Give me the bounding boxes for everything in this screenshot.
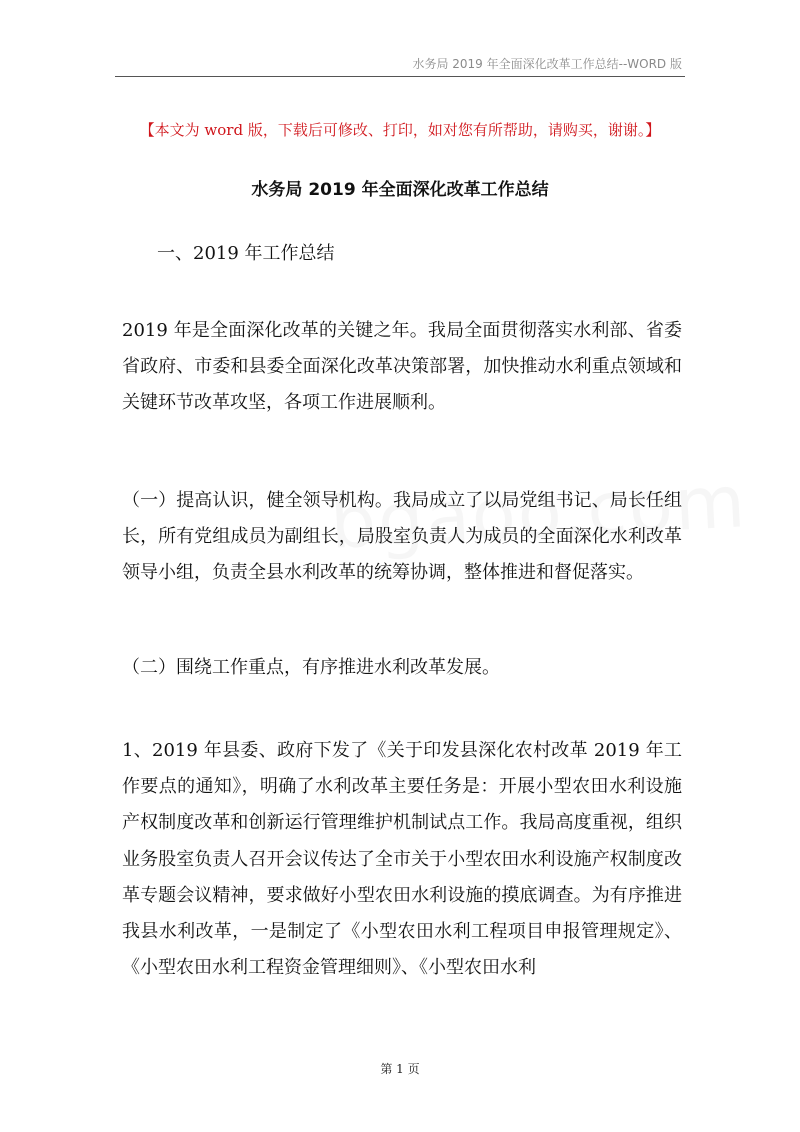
- paragraph-intro: 2019 年是全面深化改革的关键之年。我局全面贯彻落实水利部、省委省政府、市委和县委全面深化改革决策部署，加快推动水利重点领域和关键环节改革攻坚，各项工作进展顺利。: [122, 320, 682, 413]
- paragraph-leadership: （一）提高认识，健全领导机构。我局成立了以局党组书记、局长任组长，所有党组成员为副组长，局股室负责人为成员的全面深化水利改革领导小组，负责全县水利改革的统筹协调，整体推进和督促落实。: [122, 490, 682, 583]
- purchase-notice: 【本文为 word 版，下载后可修改、打印，如对您有所帮助，请购买，谢谢。】: [139, 121, 661, 139]
- header-divider: [115, 76, 685, 77]
- paragraph-reform-tasks: 1、2019 年县委、政府下发了《关于印发县深化农村改革 2019 年工作要点的通知》，明确了水利改革主要任务是：开展小型农田水利设施产权制度改革和创新运行管理维护机制试点工作。我局高度重视，组织业务股室负责人召开会议传达了全市关于小型农田水利设施产权制度改革专题会议精神，要求做好小型农田水利设施的摸底调查。为有序推进我县水利改革，一是制定了《小型农田水利工程项目申报管理规定》、《小型农田水利工程资金管理细则》、《小型农田水利: [122, 740, 682, 979]
- page-number: 第 1 页: [380, 1062, 420, 1076]
- running-header: 水务局 2019 年全面深化改革工作总结--WORD 版: [412, 57, 682, 71]
- paragraph-subheading: （二）围绕工作重点，有序推进水利改革发展。: [122, 657, 500, 678]
- section-heading: 一、2019 年工作总结: [157, 243, 335, 264]
- document-title: 水务局 2019 年全面深化改革工作总结: [251, 180, 549, 200]
